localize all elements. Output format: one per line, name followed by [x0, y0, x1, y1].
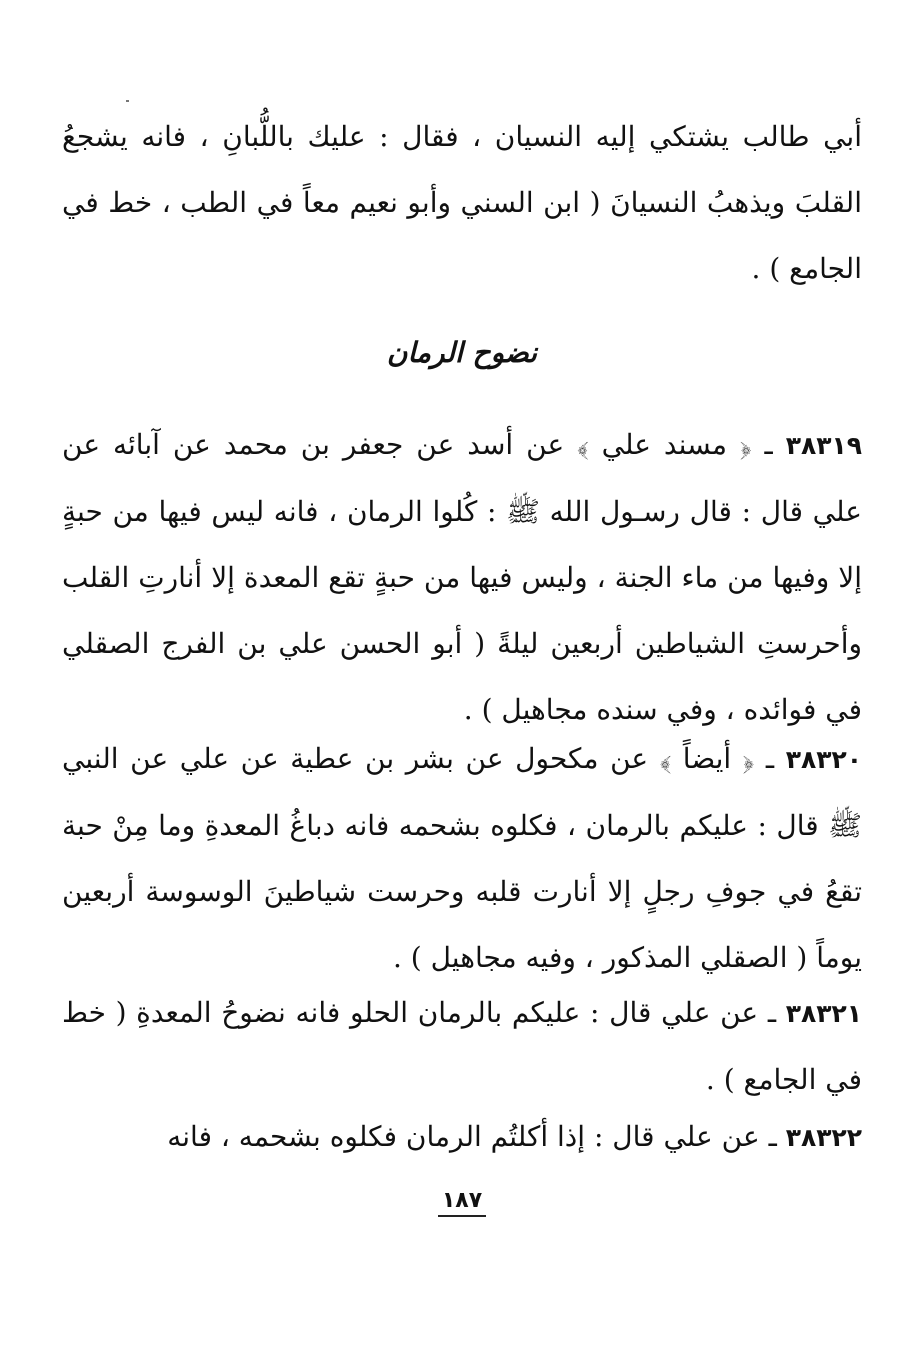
entry-separator: ـ — [765, 742, 775, 775]
entry-number: ٣٨٣٢٠ — [785, 745, 863, 774]
entry-text: ﴿ مسند علي ﴾ عن أسد عن جعفر بن محمد عن آبائه عن علي قال : قال رسـول الله ﷺ : كُلوا الرمان ، فانه ليس فيها من حبةٍ إلا وفيها من ماء الجنة ، وليس فيها من حبةٍ تقع المعدة إلا أنارتِ القلب وأحرستِ الشياطين أربعين ليلةً ( أبو الحسن علي بن الفرج الصقلي في فوائده ، وفي سنده مجاهيل ) . — [62, 428, 862, 726]
entry-text: عن علي قال : عليكم بالرمان الحلو فانه نضوحُ المعدةِ ( خط في الجامع ) . — [62, 996, 862, 1096]
entry-number: ٣٨٣٢٢ — [785, 1123, 862, 1152]
intro-paragraph — [62, 104, 862, 302]
section-heading: نضوح الرمان — [386, 336, 538, 369]
entry-38320 — [62, 726, 862, 991]
entry-38321 — [62, 980, 862, 1113]
entry-separator: ـ — [764, 428, 773, 461]
page-number-footer — [0, 1188, 924, 1217]
entry-38319 — [62, 412, 862, 743]
entry-number: ٣٨٣٢١ — [785, 999, 862, 1028]
entry-separator: ـ — [767, 996, 777, 1029]
page-number: ١٨٧ — [438, 1188, 486, 1217]
intro-text: أبي طالب يشتكي إليه النسيان ، فقال : عليك باللُّبانِ ، فانه يشجعُ القلبَ ويذهبُ النسيانَ ( ابن السني وأبو نعيم معاً في الطب ، خط في الجامع ) . — [62, 120, 862, 285]
scan-speck — [126, 100, 129, 102]
entry-number: ٣٨٣١٩ — [785, 431, 863, 460]
entry-text: ﴿ أيضاً ﴾ عن مكحول عن بشر بن عطية عن علي عن النبي ﷺ قال : عليكم بالرمان ، فكلوه بشحمه فانه دباغُ المعدةِ وما مِنْ حبة تقعُ في جوفِ رجلٍ إلا أنارت قلبه وحرست شياطينَ الوسوسة أربعين يوماً ( الصقلي المذكور ، وفيه مجاهيل ) . — [62, 742, 862, 974]
entry-separator: ـ — [768, 1120, 777, 1153]
entry-38322 — [62, 1104, 862, 1171]
entry-text: عن علي قال : إذا أكلتُم الرمان فكلوه بشحمه ، فانه — [167, 1120, 760, 1153]
